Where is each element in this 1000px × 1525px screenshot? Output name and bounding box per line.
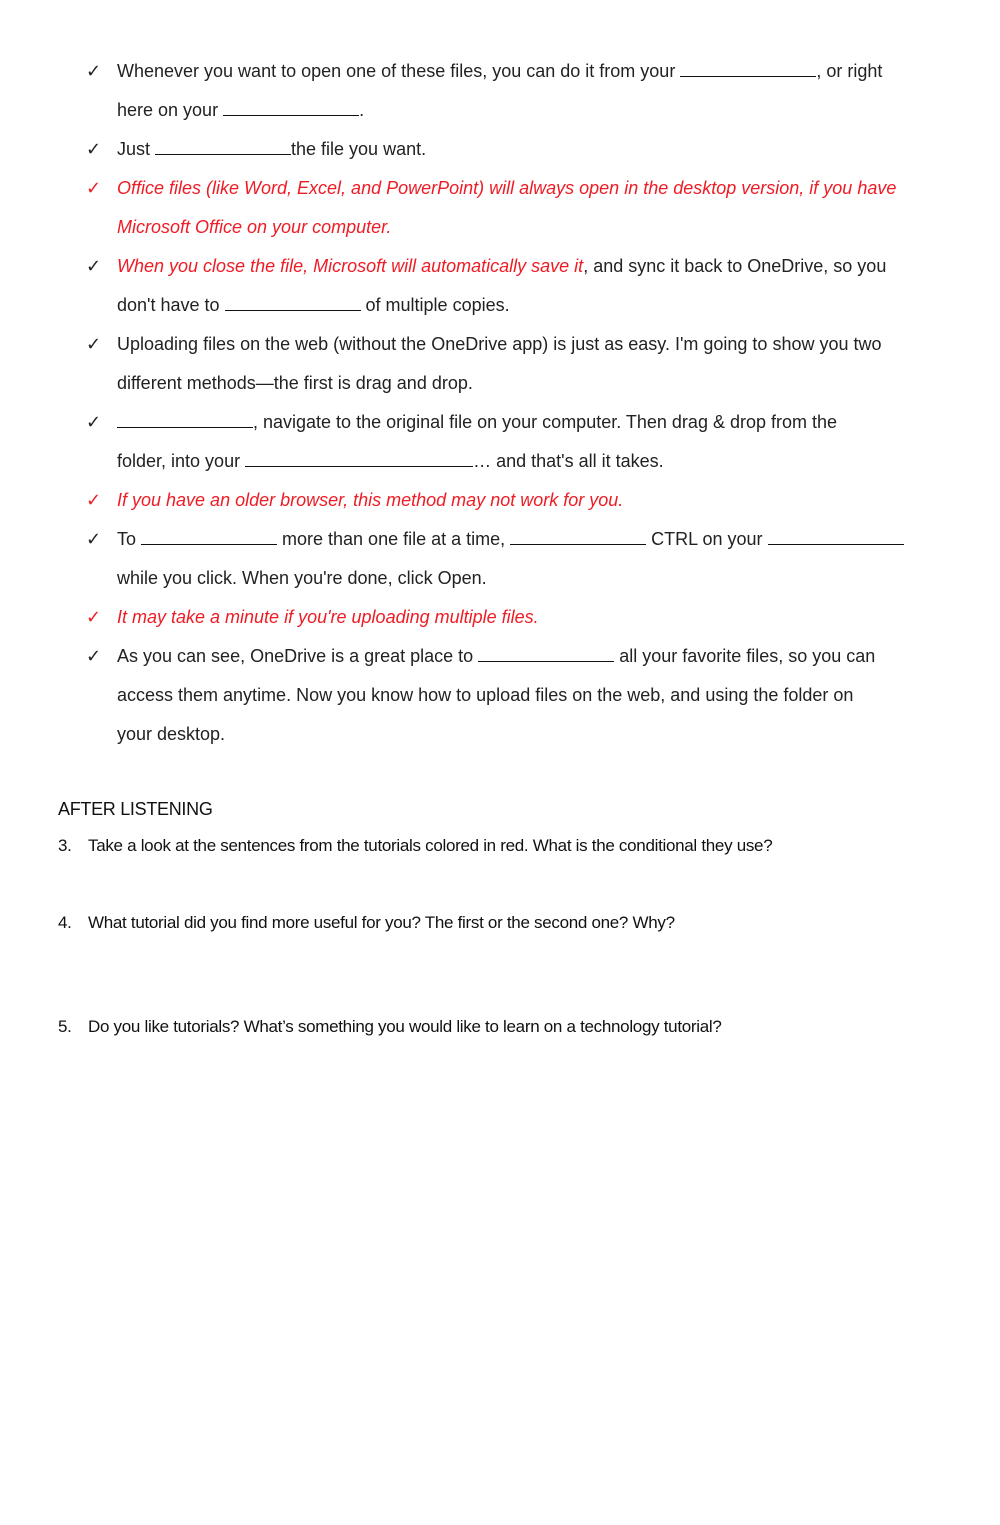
- item-text: Microsoft Office on your computer.: [117, 217, 392, 237]
- item-text: don't have to: [117, 295, 225, 315]
- item-text: It may take a minute if you're uploading multiple files.: [117, 607, 539, 627]
- item-text: Just: [117, 139, 156, 159]
- list-item-red: [0, 598, 1000, 637]
- item-text: Uploading files on the web (without the OneDrive app) is just as easy. I'm going to show you two: [117, 334, 882, 354]
- checkmark-icon: ✓: [86, 139, 102, 159]
- item-text: , or right: [816, 61, 883, 81]
- item-text: As you can see, OneDrive is a great place to: [117, 646, 479, 666]
- question-number: 3.: [58, 836, 72, 855]
- checkmark-icon: ✓: [86, 607, 102, 627]
- item-text: .: [359, 100, 365, 120]
- question-text: Do you like tutorials? What’s something you would like to learn on a technology tutorial?: [88, 1017, 722, 1036]
- list-item: [0, 403, 1000, 481]
- blank-field[interactable]: [117, 409, 253, 428]
- question-text: Take a look at the sentences from the tutorials colored in red. What is the conditional they use?: [88, 836, 773, 855]
- item-text: Whenever you want to open one of these files, you can do it from your: [117, 61, 681, 81]
- question-number: 4.: [58, 913, 72, 932]
- checkmark-icon: ✓: [86, 61, 102, 81]
- item-text: of multiple copies.: [360, 295, 510, 315]
- checkmark-icon: ✓: [86, 256, 102, 276]
- question-5: [58, 1015, 722, 1039]
- item-text: , and sync it back to OneDrive, so you: [583, 256, 887, 276]
- blank-field[interactable]: [478, 643, 614, 662]
- list-item: [0, 637, 1000, 754]
- blank-field[interactable]: [680, 58, 816, 77]
- item-text: … and that's all it takes.: [473, 451, 664, 471]
- item-text: If you have an older browser, this method may not work for you.: [117, 490, 624, 510]
- item-text-red: When you close the file, Microsoft will automatically save it: [117, 256, 584, 276]
- checkmark-icon: ✓: [86, 529, 102, 549]
- checkmark-icon: ✓: [86, 334, 102, 354]
- after-listening-section: [58, 795, 938, 823]
- list-item: [0, 325, 1000, 403]
- checkmark-icon: ✓: [86, 646, 102, 666]
- item-text: different methods—the first is drag and drop.: [117, 373, 473, 393]
- list-item: [0, 52, 1000, 130]
- blank-field[interactable]: [225, 292, 361, 311]
- blank-field[interactable]: [768, 526, 904, 545]
- item-text: , navigate to the original file on your computer. Then drag & drop from the: [253, 412, 838, 432]
- blank-field[interactable]: [141, 526, 277, 545]
- item-text: here on your: [117, 100, 224, 120]
- question-3: [58, 834, 772, 858]
- item-text: access them anytime. Now you know how to upload files on the web, and using the folder on: [117, 685, 854, 705]
- item-text: folder, into your: [117, 451, 246, 471]
- item-text: your desktop.: [117, 724, 226, 744]
- checkmark-icon: ✓: [86, 178, 102, 198]
- item-text: CTRL on your: [646, 529, 768, 549]
- item-text: the file you want.: [291, 139, 427, 159]
- item-text: while you click. When you're done, click Open.: [117, 568, 487, 588]
- list-item: [0, 520, 1000, 598]
- blank-field[interactable]: [245, 448, 473, 467]
- question-text: What tutorial did you find more useful for you? The first or the second one? Why?: [88, 913, 675, 932]
- checklist: [0, 52, 1000, 754]
- item-text: more than one file at a time,: [277, 529, 511, 549]
- question-number: 5.: [58, 1017, 72, 1036]
- item-text: all your favorite files, so you can: [614, 646, 876, 666]
- blank-field[interactable]: [155, 136, 291, 155]
- list-item-red: [0, 169, 1000, 247]
- item-text: To: [117, 529, 142, 549]
- question-4: [58, 911, 675, 935]
- blank-field[interactable]: [223, 97, 359, 116]
- checkmark-icon: ✓: [86, 412, 102, 432]
- list-item: [0, 247, 1000, 325]
- item-text: Office files (like Word, Excel, and PowerPoint) will always open in the desktop version, if you have: [117, 178, 897, 198]
- blank-field[interactable]: [510, 526, 646, 545]
- checkmark-icon: ✓: [86, 490, 102, 510]
- section-heading: AFTER LISTENING: [58, 799, 213, 819]
- list-item: [0, 130, 1000, 169]
- list-item-red: [0, 481, 1000, 520]
